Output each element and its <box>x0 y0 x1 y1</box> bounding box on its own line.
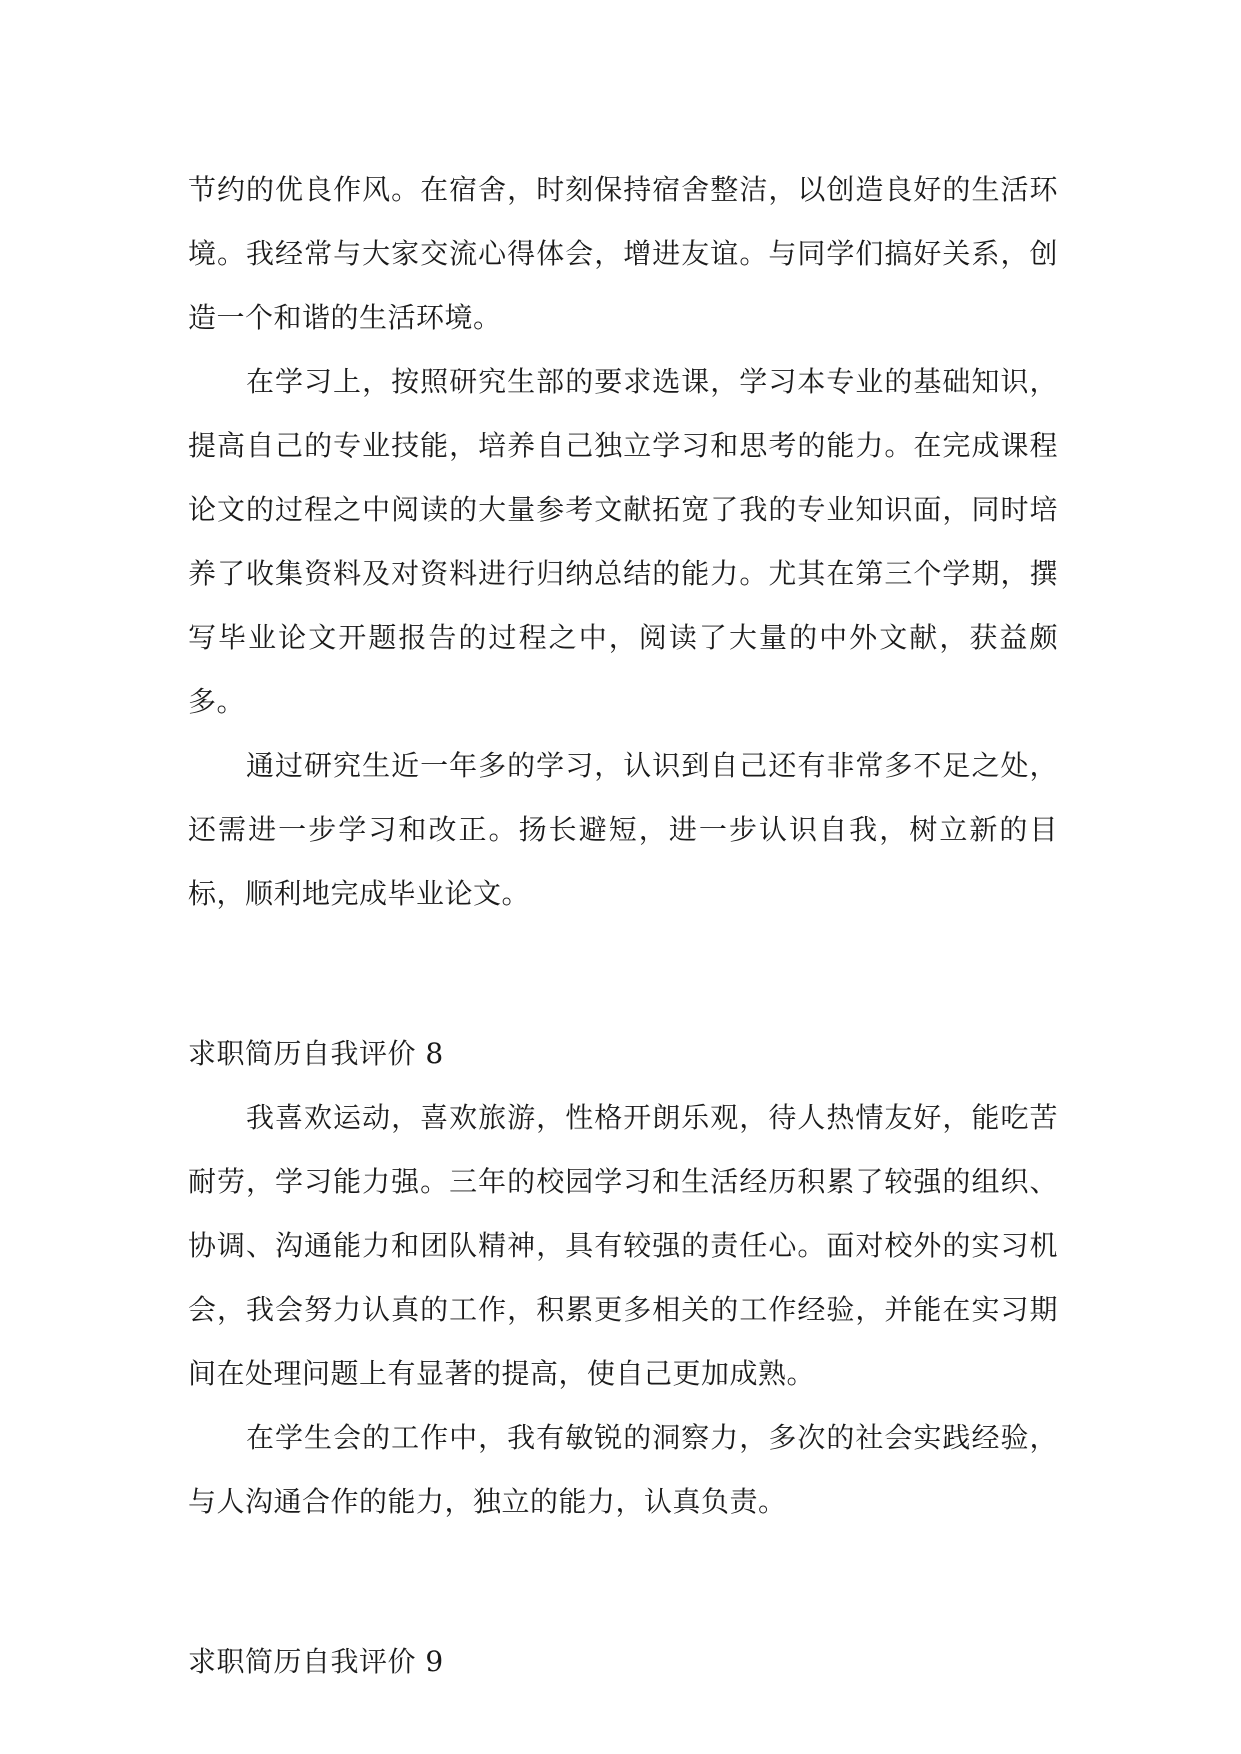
section-heading-9: 求职简历自我评价 9 <box>188 1645 444 1678</box>
section-spacer <box>188 926 1058 1022</box>
document-body <box>188 158 1058 1694</box>
paragraph-personality: 我喜欢运动，喜欢旅游，性格开朗乐观，待人热情友好，能吃苦耐劳，学习能力强。三年的校园学习和生活经历积累了较强的组织、协调、沟通能力和团队精神，具有较强的责任心。面对校外的实习机会，我会努力认真的工作，积累更多相关的工作经验，并能在实习期间在处理问题上有显著的提高，使自己更加成熟。 <box>188 1101 1058 1390</box>
paragraph-self-reflection: 通过研究生近一年多的学习，认识到自己还有非常多不足之处，还需进一步学习和改正。扬长避短，进一步认识自我，树立新的目标，顺利地完成毕业论文。 <box>188 749 1058 910</box>
section-spacer <box>188 1534 1058 1630</box>
paragraph-living-environment: 节约的优良作风。在宿舍，时刻保持宿舍整洁，以创造良好的生活环境。我经常与大家交流心得体会，增进友谊。与同学们搞好关系，创造一个和谐的生活环境。 <box>188 173 1058 334</box>
section-heading-8: 求职简历自我评价 8 <box>188 1037 444 1070</box>
paragraph-student-union: 在学生会的工作中，我有敏锐的洞察力，多次的社会实践经验，与人沟通合作的能力，独立的能力，认真负责。 <box>188 1421 1058 1518</box>
paragraph-study: 在学习上，按照研究生部的要求选课，学习本专业的基础知识，提高自己的专业技能，培养自己独立学习和思考的能力。在完成课程论文的过程之中阅读的大量参考文献拓宽了我的专业知识面，同时培养了收集资料及对资料进行归纳总结的能力。尤其在第三个学期，撰写毕业论文开题报告的过程之中，阅读了大量的中外文献，获益颇多。 <box>188 365 1058 718</box>
